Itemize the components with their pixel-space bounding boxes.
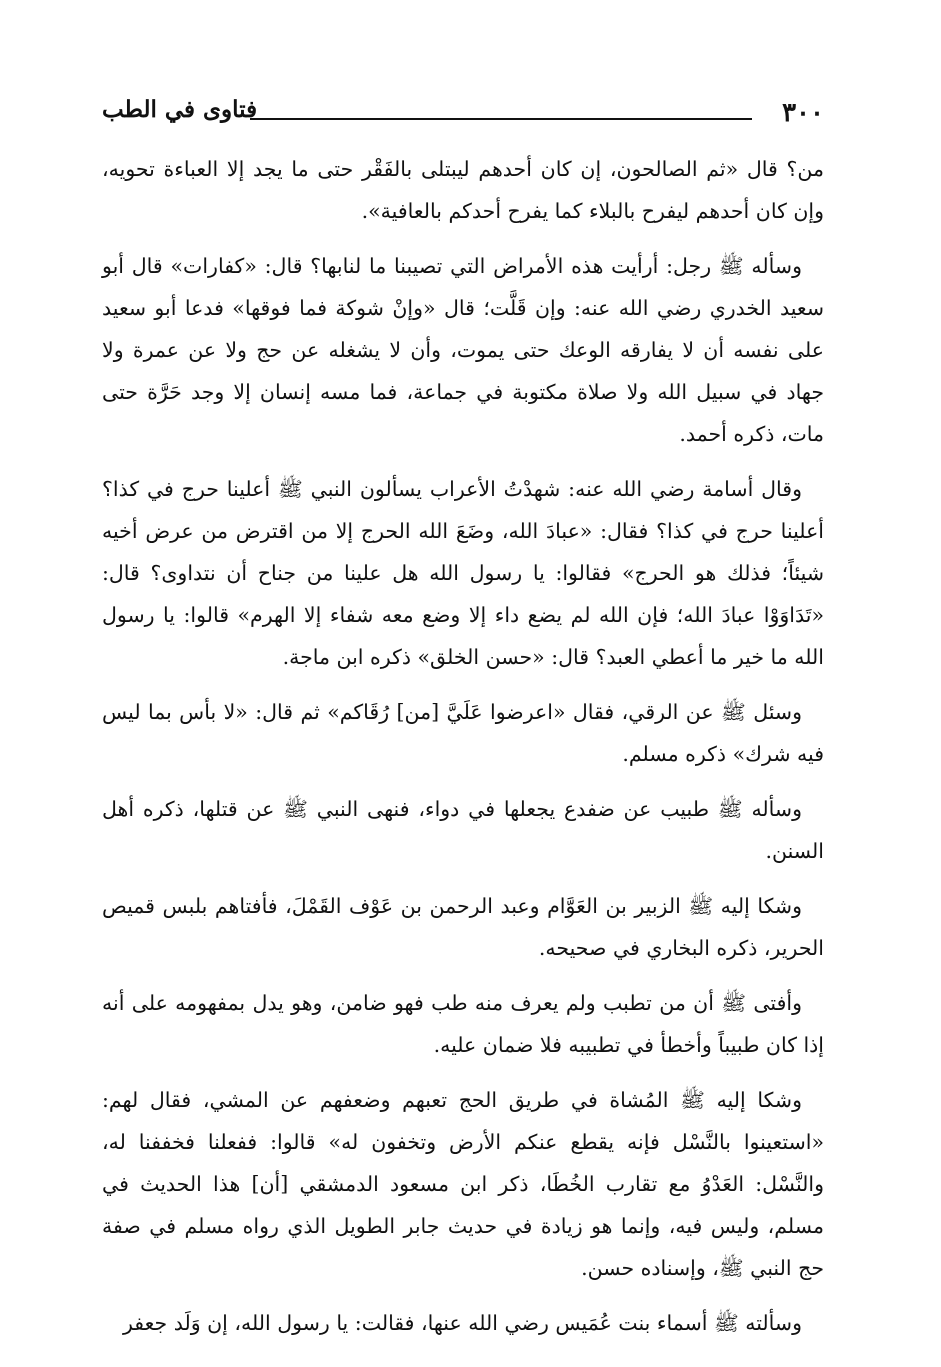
paragraph: وأفتى ﷺ أن من تطبب ولم يعرف منه طب فهو ضامن، وهو يدل بمفهومه على أنه إذا كان طبيباً وأخطأ في تطبيبه فلا ضمان عليه. [102, 991, 824, 1057]
paragraph: وسأله ﷺ طبيب عن ضفدع يجعلها في دواء، فنهى النبي ﷺ عن قتلها، ذكره أهل السنن. [102, 797, 824, 863]
page-header [102, 92, 824, 132]
paragraph: وقال أسامة رضي الله عنه: شهدْتُ الأعراب يسألون النبي ﷺ أعلينا حرج في كذا؟ أعلينا حرج في كذا؟ فقال: «عبادَ الله، وضَعَ الله الحرج إلا من اقترض من عرض أخيه شيئاً؛ فذلك هو الحرج» فقالوا: يا رسول الله هل علينا من جناح أن نتداوى؟ قال: «تَدَاوَوْا عبادَ الله؛ فإن الله لم يضع داء إلا وضع معه شفاء إلا الهرم» قالوا: يا رسول الله ما خير ما أعطي العبد؟ قال: «حسن الخلق» ذكره ابن ماجة. [102, 477, 824, 669]
page-body [102, 148, 824, 1357]
paragraph: وسألته ﷺ أسماء بنت عُمَيس رضي الله عنها، فقالت: يا رسول الله، إن وَلَد جعفر [122, 1311, 802, 1335]
paragraph: من؟ قال «ثم الصالحون، إن كان أحدهم ليبتلى بالفَقْر حتى ما يجد إلا العباءة تحويه، وإن كان أحدهم ليفرح بالبلاء كما يفرح أحدكم بالعافية». [102, 157, 824, 223]
page-number: ٣٠٠ [782, 98, 824, 128]
paragraph: وشكا إليه ﷺ المُشاة في طريق الحج تعبهم وضعفهم عن المشي، فقال لهم: «استعينوا بالنَّسْل فإنه يقطع عنكم الأرض وتخفون له» قالوا: ففعلنا فخففنا له، والنَّسْل: العَدْوُ مع تقارب الخُطَا، ذكر ابن مسعود الدمشقي [أن] هذا الحديث في مسلم، وليس فيه، وإنما هو زيادة في حديث جابر الطويل الذي رواه مسلم في صفة حج النبي ﷺ، وإسناده حسن. [102, 1088, 824, 1280]
header-rule [250, 118, 752, 120]
running-title: فتاوى في الطب [102, 96, 258, 123]
paragraph: وشكا إليه ﷺ الزبير بن العَوَّام وعبد الرحمن بن عَوْف القَمْلَ، فأفتاهم بلبس قميص الحرير، ذكره البخاري في صحيحه. [102, 894, 824, 960]
paragraph: وسأله ﷺ رجل: أرأيت هذه الأمراض التي تصيبنا ما لنابها؟ قال: «كفارات» قال أبو سعيد الخدري رضي الله عنه: وإن قَلَّت؛ قال «وإنْ شوكة فما فوقها» فدعا أبو سعيد على نفسه أن لا يفارقه الوعك حتى يموت، وأن لا يشغله عن حج ولا عن عمرة ولا جهاد في سبيل الله ولا صلاة مكتوبة في جماعة، فما مسه إنسان إلا وجد حَرَّة حتى مات، ذكره أحمد. [102, 254, 824, 446]
paragraph: وسئل ﷺ عن الرقي، فقال «اعرضوا عَلَيَّ [من] رُقَاكم» ثم قال: «لا بأس بما ليس فيه شرك» ذكره مسلم. [102, 700, 824, 766]
